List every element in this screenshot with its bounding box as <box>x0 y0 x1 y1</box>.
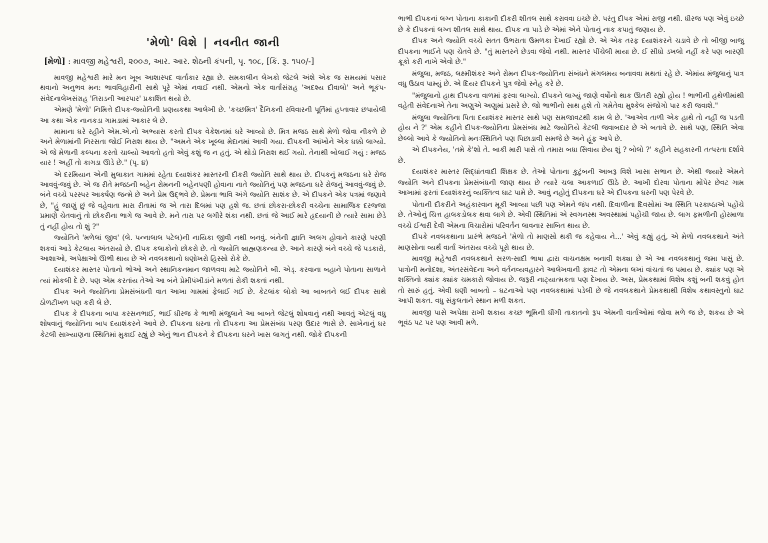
title-separator: | <box>203 36 208 49</box>
paragraph: મંજુલા જ્યોતિના પિતા દયાશંકર માસ્તર સાથે પણ સમજાવટથી કામ લે છે. 'આએવ તાળી એક હાથે તો નહીં જ પડતી હોય ને ?' એમ કહીને દીપક-જ્યોતિના પ્રેમસંબંધ માટે જ્યોતિયે કેટલી જવાબદાર છે એ બતાવે છે. સાથે પણ, સ્થિતિ એવા છેલ્લો આવે કે જ્યોતિનો મનઃસ્થિતિને પણ પિછાડાવી સમજે છે અને હૂંફ આપે છે. <box>398 113 744 143</box>
paragraph: ભાભી દીપકનાં લગ્ન પોતાના કાકાની દીકરી શીતલ સાથે કરાવવા ઇચ્છે છે. પરંતુ દીપક એમાં રાજી નથી. ધીરજ પણ એવું ઇચ્છે છે કે દીપકનાં લગ્ન શીતલ સાથે થાય. દીપક ના પાડે છે એમાં એને પોતાનું નાક કપાતું જણાય છે. <box>398 15 744 34</box>
paragraph: "મંજુલાનો હાથ દીપકના વાળમાં ફરવા લાગ્યો. દીપકને લાગ્યું જાણે વર્ષોનો થાક ઊતરી રહ્યો હોય ! ભાભીની હથેળીમાંથી વહેતી સંવેદનાએ તેના અણુએ અણુમાં પ્રસરે છે. જો ભાભીનો સાથ હશે તો ગમેતેવા મુશ્કેલ સંજોગો પાર કરી જવાશે." <box>398 91 744 110</box>
paragraph: પોતાની દીકરીને અહંકારવાન મૂકી આવ્યા પછી પણ એમને જંપ નથી. દિવાળીના દિવસોમાં આ સ્થિતિ પરકાષ્ઠાએ પહોંચે છે. તેઓનું ચિત્ત હાલકડોલક થવા લાગે છે. એવી સ્થિતિમાં એ સ્વગનસ્થ અવસ્થામાં પહોંચી જાય છે. લાગ ફમળીની હોરમાળા વચ્ચે ઈશ્વરી દેવી એમના વિચારોમાં પરિવર્તન લાવનાર સાબિત થાય છે. <box>398 200 744 230</box>
paragraph: દીપક કે દીપકના બાપા કરસનભાઈ, ભાઈ ધીરજ કે ભાભી મંજુલાને આ બાબતે જેટલું શોષવાનું નથી આવતું એટલું વધુ શોષવાનું જ્યોતિના બાપ દયાશંકરને આવે છે. દીપકના ઘરના તો દીપકના આ પ્રેમસંબંધ પરણ ઉદાર ભાસે છે. સાખેનાનું ઘર કેટલી સાખ્યાણના સ્થિતિમાં મુકાઈ રહ્યું છે એનું ભાન દીપકને કે દીપકના ઘરને ખાસ લાગતું નથી. જોકે દીપકની <box>40 309 386 339</box>
left-column <box>40 10 386 341</box>
citation-details: : માવજી મહેશ્વરી, ૨૦૦૭, આર. આર. શેઠની કંપની, પૃ. ૧૦૮, [કિં. રૂ. ૧૫૦/-] <box>68 57 315 66</box>
paragraph: એ દરમિયાન એની મુલાકાત ગામમાં રહેતા દયાશંકર માસ્તરની દીકરી જ્યોતિ સાથે થાય છે. દીપકનું મજઠના ઘરે રોજ આવવું-જવું છે. એ જ રીતે મજઠની બહેન રોમનની બહેનપણી હોવાના નાતે જ્યોતિનું પણ મજઠના ઘરે રોજનું આવવું-જવું છે. બંને વચ્ચે પરસ્પર આકર્ષણ જન્મે છે અને પ્રેમ ઉદ્ભવે છે. પ્રેમના ભાવિ અંગે જ્યોતિ સાશંક છે. એ દીપકને એક પત્રમાં જણાવે છે, "હું જાણું છું જે વહેવાતા મારા રીતામાં જ એ તારા દિલમાં પણ હશે જ. છતાં છોકરા-છોકરી વચ્ચેના સામાજિક દરજ્જા પ્રમાણે ચેતવાનું તો છોકરીના ભાગે જ આવે છે. મને તારા પર લગીરે શંકા નથી. છતાં જે આઈ મારે હૃદયાની છે ત્યારે સામા છેડે તું નહીં હોય તો શું ?" <box>40 170 386 231</box>
paragraph: માવજી મહેશ્વરી મારે મન ખૂબ આશાસ્પદ વાર્તાકાર રહ્યા છે. સમકાલીન લેખકો જેટલે અંશે એક જ સમયમાં પસાર થવાનો અનુભવ મન: ભાવવિહારીની સાથે પૂરે એમાં નવાઈ નથી. એમનો એક વાર્તાસંગ્રહ 'અદશ્ય દીવાલો' અને ભૂકંપ-સંવેદનાલેખસંગ્રહ 'તિરાડની આરપાર' પ્રકાશિત થયો છે. <box>40 74 386 103</box>
article-author: નવનીત જાની <box>213 36 280 49</box>
paragraph: દયાશંકર માસ્તર સિદ્ધાંતવાદી શિક્ષક છે. તેઓ પોતાના કુટુંબની આબરૂ વિશે ખાસા સભાન છે. એથી જ્યારે એમને જ્યોતિ અને દીપકના પ્રેમસંબંધની જાણ થાય છે ત્યારે ચલા આકળાઈ ઊઠે છે. આખી દોરવા પોતાના મોંપેર છેવટ ગામ આખામાં ફરતાં દયાશંકરનું વ્યક્તિત્વ ઘાટ પામે છે. આવું નહોતું દીપકના ઘરે એ દીપકના ઘરની પણ પેરવે છે. <box>398 168 744 197</box>
paragraph: એ દીપકનેય, 'તમે કે'શો તે. બાકી મારી પાસે તો તમારા બધા સિવાય છેય શું ? બોલો ?' કહીને સહકારની તત્પરતા દર્શાવે છે. <box>398 146 744 165</box>
citation-tag: [મેળો] <box>44 56 66 66</box>
paragraph: દીપક અને જ્યોતિ વચ્ચે સતત ઉભરાતા ઉમળકા દેખાઈ રહ્યો છે. એ એક તરફ દયાશંકરને ચડાવે છે તો બીજી બાજુ દીપકના ભાઈને પણ ચેતવે છે. "તું માસ્તરને છેડવા જેવો નથી. માસ્તર પીંચેલી માયા છે. ઈ સીધો ડખલો નહીં કરે પણ બારણી ક્રૂકો કરી નાખે એવો છે." <box>398 37 744 66</box>
paragraph: દીપકે નવલકથાના પ્રારંભે મજઠને 'મેળો તો માણસો થકી જ કહેવાય ને...' એવું કહ્યું હતું, એ મેળો નવલકથાને અંતે માણસોના વ્યર્થ વાર્તા અંતરાય વચ્ચે પૂરો થાય છે. <box>398 233 744 252</box>
paragraph: એમણે 'મેળો' નિમિત્તે દીપક-જ્યોતિની પ્રણયકથા આલેખી છે. 'કચ્છમિત્ર' દૈનિકની રવિવારની પૂર્તિમાં હપ્તાવાર છપાયેલી આ કથા એક નાનકડા ગામડામાં આકાર લે છે. <box>40 106 386 125</box>
paragraph: મામાના ઘરે રહીને એમ.એ.નો અભ્યાસ કરતો દીપક વેકેશનમાં ઘરે આવ્યો છે. મિત્ર મજઠ સાથે મેળો જોવા નીકળે છે અને મેળામાંની નિરસતા જોઈ નિરાશ થાય છે. "અમને એક ખૂલ્લા મેદાનમાં આવી ગયા. દીપકની આંખોને એક ધક્કો લાગ્યો. એ જે મેળાની કલ્પના કરતો ચાલ્યો આવતો હતો એવું કશું જ ન હતું. એ થોડો નિરાશ થઈ ગયો. તેનાથી બોલાઈ ગયું : મજઠ યાર ! અહીં તો કાગડા ઊડે છે." (પૃ. ૪) <box>40 128 386 168</box>
paragraph: દીપક અને જ્યોતિના પ્રેમસંબંધની વાત આખા ગામમાં ફેલાઈ ગઈ છે. કેટલાંક લોકો આ બાબતને લઈ દીપક સાથે ઠોળટીખળ પણ કરી લે છે. <box>40 288 386 307</box>
article-title: 'મેળો' વિશે <box>146 36 198 49</box>
paragraph: માવજી મહેશ્વરી નવલકથાને સરળ-સાદી ભાષા દ્વારા વાચનક્ષમ બનાવી શક્યા છે એ આ નવલકથાનું જમા પાસું છે. પાત્રોની મનોદશા, અંતરસંવેદના અને વર્તનવ્યવહારને આલેખવાની ફાવટ તો એમના લખાં વાંચતાં જ પમાય છે. ક્યાંક પણ એ શક્તિનો ક્યાંક ક્યાંક ચમકારો જોવાય છે. જરૂરી નાટ્યાત્મકતા પણ દેખાય છે. અસ, પ્રેમકથામાં વિશેષ કશું બની શકવું હોત તો સારું હતું. એવી ઘણી બાબતો – ઘટનાઓ પણ નવલકથામાં પડેલી છે જે નવલકથાને પ્રેમકથાથી વિશેષ કથાવસ્તુનો ઘાટ આપી શકત. વધુ સંકુલતાને સ્થાન મળી શકત. <box>398 255 744 305</box>
paragraph: દયાશંકર માસ્તર પોતાનો ભોઓ અને સ્થાનિકનમાન જાળવવા માટે જ્યોતિને બી. એડ્. કરવાના બહાને પોતાના સાળાને ત્યાં મોકલી દે છે. પણ એમ કરતાંય તેઓ આ બંને પ્રેમીપંખીડાંને મળતાં રોકી શકતાં નથી. <box>40 266 386 285</box>
book-citation <box>44 56 386 67</box>
paragraph: માવજી પાસે અપેક્ષા રાખી શકાય કચ્છ ભૂમિની ધીંગી તાકાતનો રૂપ એમની વાર્તાઓમાં જોવા મળે જ છે, શકય છે એ ભૂવંઠ પટ પર પણ આવી મળે. <box>398 308 744 327</box>
right-column <box>398 14 744 330</box>
paragraph: મંજુલા, મજઠ, લક્ષ્મીશંકર અને રોમન દીપક-જ્યોતિના સંબંધને મંગલમય બનાવવા મથતાં રહે છે. એમાંય મંજુલાનું પાત્ર વધુ ઉઠાવ પામ્યું છે. એ દિયર દીપકને પુત્ર જેવો સ્નેહ કરે છે. <box>398 69 744 88</box>
paragraph: જ્યોતિને 'મળેલાં જીવ' (લે. પન્નાલાલ પટેલ)ની નાયિકા જીવી નથી બનવું. બંનેની જ્ઞાતિ અલગ હોવાને કારણે પરણી શકવાં આડે કેટલાય અંતરાયો છે. દીપક કલાકોનો છોકરો છે. તો જ્યોતિ બ્રાહ્મણકન્યા છે. આને કારણે બંને વચ્ચે જે પડકારો, આશાઓ, અપેક્ષાઓ ઊભી થાય છે એ નવલકથાનો ઘણોખરો હિસ્સો રોકે છે. <box>40 234 386 263</box>
article-title-line <box>40 36 386 50</box>
